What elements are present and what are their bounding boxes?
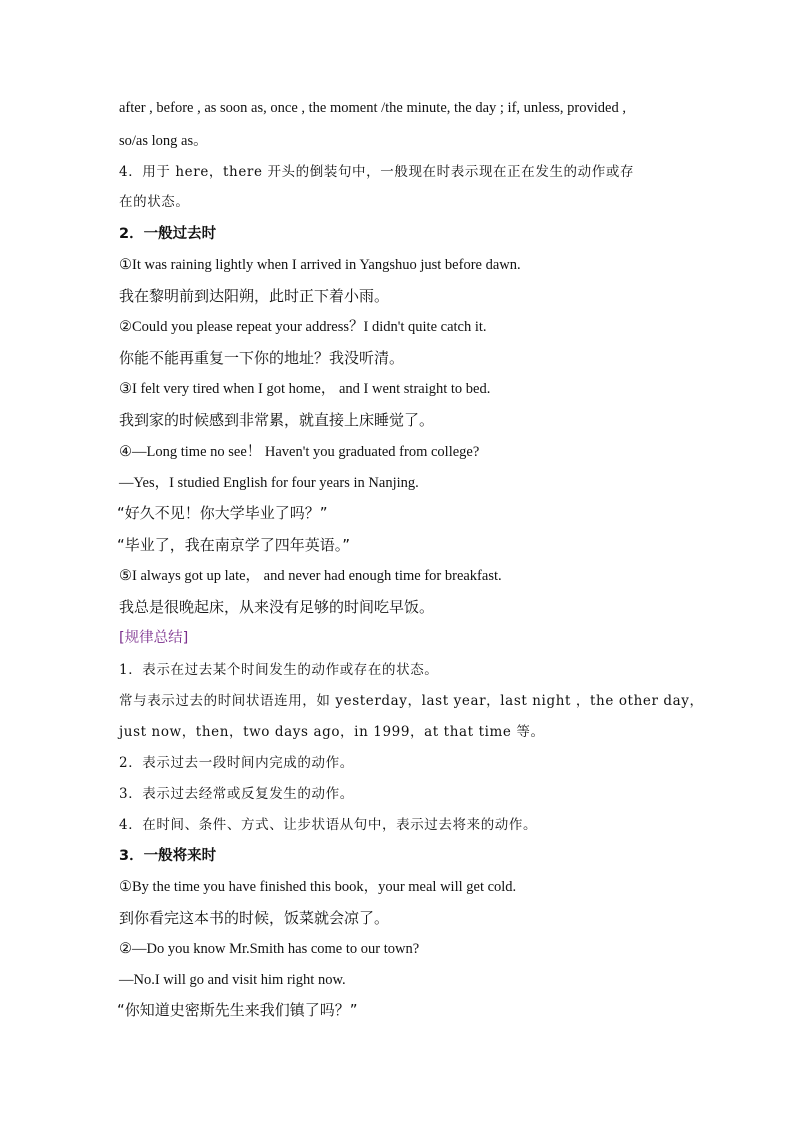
rule-item: 3．表示过去经常或反复发生的动作。 xyxy=(119,786,354,802)
section-heading: 2．一般过去时 xyxy=(119,226,217,242)
example-sentence: —Yes，I studied English for four years in Nanjing. xyxy=(119,475,419,491)
translation-line: “你知道史密斯先生来我们镇了吗？” xyxy=(117,1001,358,1019)
rule-item: 在的状态。 xyxy=(119,194,190,210)
section-heading: 3．一般将来时 xyxy=(119,848,217,864)
text-line: after , before , as soon as, once , the moment /the minute, the day ; if, unless, provided , xyxy=(119,100,626,116)
translation-line: 到你看完这本书的时候，饭菜就会凉了。 xyxy=(119,909,390,927)
rule-item: just now，then，two days ago，in 1999，at that time 等。 xyxy=(119,724,545,740)
example-sentence: ①By the time you have finished this book，your meal will get cold. xyxy=(119,879,517,895)
text-line: so/as long as。 xyxy=(119,133,208,149)
translation-line: “毕业了，我在南京学了四年英语。” xyxy=(117,536,351,554)
rule-item: 2．表示过去一段时间内完成的动作。 xyxy=(119,755,354,771)
rule-item: 1．表示在过去某个时间发生的动作或存在的状态。 xyxy=(119,662,439,678)
example-sentence: ②Could you please repeat your address？I didn't quite catch it. xyxy=(119,319,487,335)
translation-line: 你能不能再重复一下你的地址？我没听清。 xyxy=(119,349,405,367)
example-sentence: ⑤I always got up late， and never had enough time for breakfast. xyxy=(119,568,502,584)
rule-item: 4．在时间、条件、方式、让步状语从句中，表示过去将来的动作。 xyxy=(119,817,538,833)
translation-line: “好久不见！你大学毕业了吗？” xyxy=(117,504,328,522)
rule-item: 4．用于 here，there 开头的倒装句中，一般现在时表示现在正在发生的动作或存 xyxy=(119,164,635,180)
translation-line: 我到家的时候感到非常累，就直接上床睡觉了。 xyxy=(119,411,435,429)
example-sentence: —No.I will go and visit him right now. xyxy=(119,972,346,988)
example-sentence: ③I felt very tired when I got home， and I went straight to bed. xyxy=(119,381,491,397)
rule-summary-tag: [规律总结] xyxy=(119,630,189,646)
example-sentence: ②—Do you know Mr.Smith has come to our town? xyxy=(119,941,420,957)
translation-line: 我总是很晚起床，从来没有足够的时间吃早饭。 xyxy=(119,598,435,616)
example-sentence: ④—Long time no see！ Haven't you graduated from college? xyxy=(119,444,480,460)
rule-item: 常与表示过去的时间状语连用，如 yesterday，last year，last night ，the other day， xyxy=(119,693,704,709)
translation-line: 我在黎明前到达阳朔，此时正下着小雨。 xyxy=(119,287,390,305)
example-sentence: ①It was raining lightly when I arrived in Yangshuo just before dawn. xyxy=(119,257,521,273)
